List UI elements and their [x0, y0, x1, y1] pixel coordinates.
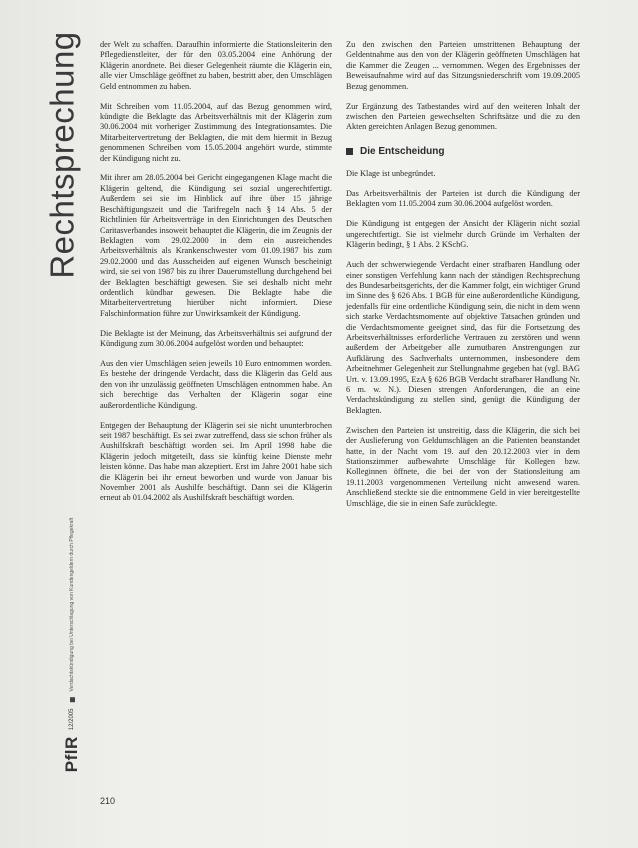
paragraph: Das Arbeitsverhältnis der Parteien ist durch die Kündigung der Beklagten vom 11.05.2004 zum 30.06.2004 aufgelöst worden. [346, 189, 580, 209]
heading-square-icon [346, 148, 353, 155]
paragraph: Die Klage ist unbegründet. [346, 169, 436, 179]
paragraph: Aus den vier Umschlägen seien jeweils 10 Euro entnommen worden. Es bestehe der dringende Verdacht, dass die Klägerin das Geld aus den von ihr unzulässig geöffneten Umschlägen entnommen habe. An sich berechtige das Verhalten der Klägerin sogar eine außerordentliche Kündigung. [100, 358, 332, 410]
paragraph: Die Kündigung ist entgegen der Ansicht der Klägerin nicht sozial ungerechtfertigt. Sie ist vielmehr durch Gründe im Verhalten der Klägerin bedingt, § 1 Abs. 2 KSchG. [346, 219, 580, 250]
journal-sidebar [60, 455, 84, 835]
section-title: Die Entscheidung [360, 145, 445, 157]
paragraph: Mit ihrer am 28.05.2004 bei Gericht eingegangenen Klage macht die Klägerin geltend, die Kündigung sei sozial ungerechtfertigt. Außerdem sei sie im Hinblick auf ihre über 15 jährige Beschäftigungszeit und die Tarifregeln nach § 14 Abs. 5 der Richtlinien für Arbeitsverträge in den Einrichtungen des Deutschen Caritasverbandes insoweit behauptet die Klägerin, die im Zeugnis der Beklagten vom 29.02.2000 in dem ein ausreichendes Arbeitsverhältnis als Krankenschwester vom 01.09.1987 bis zum 29.02.2000 und das Ausscheiden auf eigenen Wunsch bescheinigt wird, sie sei von 1987 bis zu ihrer Dauerumstellung durchgehend bei der Beklagten beschäftigt gewesen. Sie sei deshalb nicht mehr ordentlich kündbar gewesen. Die Beklagte habe die Mitarbeitervertretung hierüber nicht informiert. Diese Falschinformation führe zur Unwirksamkeit der Kündigung. [100, 173, 332, 318]
paragraph: Entgegen der Behauptung der Klägerin sei sie nicht ununterbrochen seit 1987 beschäftigt. Es sei zwar zutreffend, dass sie schon früher als Aushilfskraft beschäftigt worden sei. Im April 1998 habe die Klägerin jedoch mitgeteilt, dass sie künftig keine Dienste mehr leisten könne. Das habe man akzeptiert. Erst im Jahre 2001 habe sich die Klägerin bei ihr erneut beworben und wurde von Januar bis November 2001 als Aushilfe beschäftigt. Dann sei die Klägerin erneut ab 01.04.2002 als Aushilfskraft beschäftigt worden. [100, 420, 332, 503]
issue-label: 12/2005 [69, 708, 75, 731]
section-heading [346, 147, 580, 157]
paragraph: Auch der schwerwiegende Verdacht einer strafbaren Handlung oder einer sonstigen Verfehlung kann nach der ständigen Rechtsprechung des Bundesarbeitsgerichts, der die Kammer folgt, ein wichtiger Grund im Sinne des § 626 Abs. 1 BGB für eine außerordentliche Kündigung, jedenfalls für eine ordentliche Kündigung sein, die nicht in dem wenn sich starke Verdachtsmomente auf objektive Tatsachen gründen und die Verdachtsmomente geeignet sind, das für die Fortsetzung des Arbeitsverhältnisses erforderliche Vertrauen zu zerstören und wenn außerdem der Arbeitgeber alle zumutbaren Anstrengungen zur Aufklärung des Sachverhalts unternommen, insbesondere dem Arbeitnehmer Gelegenheit zur Stellungnahme gegeben hat (vgl. BAG Urt. v. 13.09.1995, EzA § 626 BGB Verdacht strafbarer Handlung Nr. 6 m. w. N.). Diesen strengen Anforderungen, die an eine Verdachtskündigung zu stellen sind, genügt die Kündigung der Beklagten. [346, 260, 580, 415]
article-topic: Verdachtskündigung bei Unterschlagung von Kundengeldern durch Pflegekraft [69, 517, 75, 692]
paragraph: Die Beklagte ist der Meinung, das Arbeitsverhältnis sei aufgrund der Kündigung zum 30.06.2004 aufgelöst worden und behauptet: [100, 328, 332, 349]
paragraph: Zwischen den Parteien ist unstreitig, dass die Klägerin, die sich bei der Auslieferung von Geldumschlägen an die Patienten beanstandet hatte, in der Nacht vom 19. auf den 20.12.2003 vier in dem Stationszimmer aufbewahrte Umschläge für Kollegen bzw. Kolleginnen öffnete, die bei der von der Stationsleitung am 19.11.2003 vorgenommenen Verteilung nicht anwesend waren. Anschließend steckte sie die entnommene Geld in vier bereitgestellte Umschläge, die sie in einen Safe zurücklegte. [346, 425, 580, 508]
rubric-label: Rechtsprechung [44, 31, 82, 279]
paragraph: Zu den zwischen den Parteien umstrittenen Behauptung der Geldentnahme aus den von der Klägerin geöffneten Umschlägen hat die Kammer die Zeugen ... vernommen. Wegen des Ergebnisses der Beweisaufnahme wird auf das Sitzungsniederschrift vom 19.09.2005 Bezug genommen. [346, 40, 580, 91]
journal-logo: PflR [62, 736, 81, 773]
paragraph: Mit Schreiben vom 11.05.2004, auf das Bezug genommen wird, kündigte die Beklagte das Arbeitsverhältnis mit der Klägerin zum 30.06.2004 mit vorheriger Zustimmung des Integrationsamtes. Die Mitarbeitervertretung der Beklagten, die mit dem hiermit in Bezug genommenen Schreiben vom 15.05.2004 angehört wurde, stimmte der Kündigung nicht zu. [100, 101, 332, 163]
paragraph: Zur Ergänzung des Tatbestandes wird auf den weiteren Inhalt der zwischen den Parteien gewechselten Schriftsätze und die zu den Akten gereichten Anlagen Bezug genommen. [346, 101, 580, 132]
separator-square-icon [70, 698, 75, 703]
paragraph: der Welt zu schaffen. Daraufhin informierte die Stationsleiterin den Pflegedienstleiter, der für den 03.05.2004 eine Anhörung der Klägerin anordnete. Bei dieser Gelegenheit räumte die Klägerin ein, alle vier Umschläge geöffnet zu haben, bestritt aber, den Umschlägen Geld entnommen zu haben. [100, 40, 332, 91]
section-rubric [34, 31, 92, 279]
right-column [346, 40, 580, 518]
page-number: 210 [100, 796, 116, 806]
left-column [100, 40, 332, 513]
